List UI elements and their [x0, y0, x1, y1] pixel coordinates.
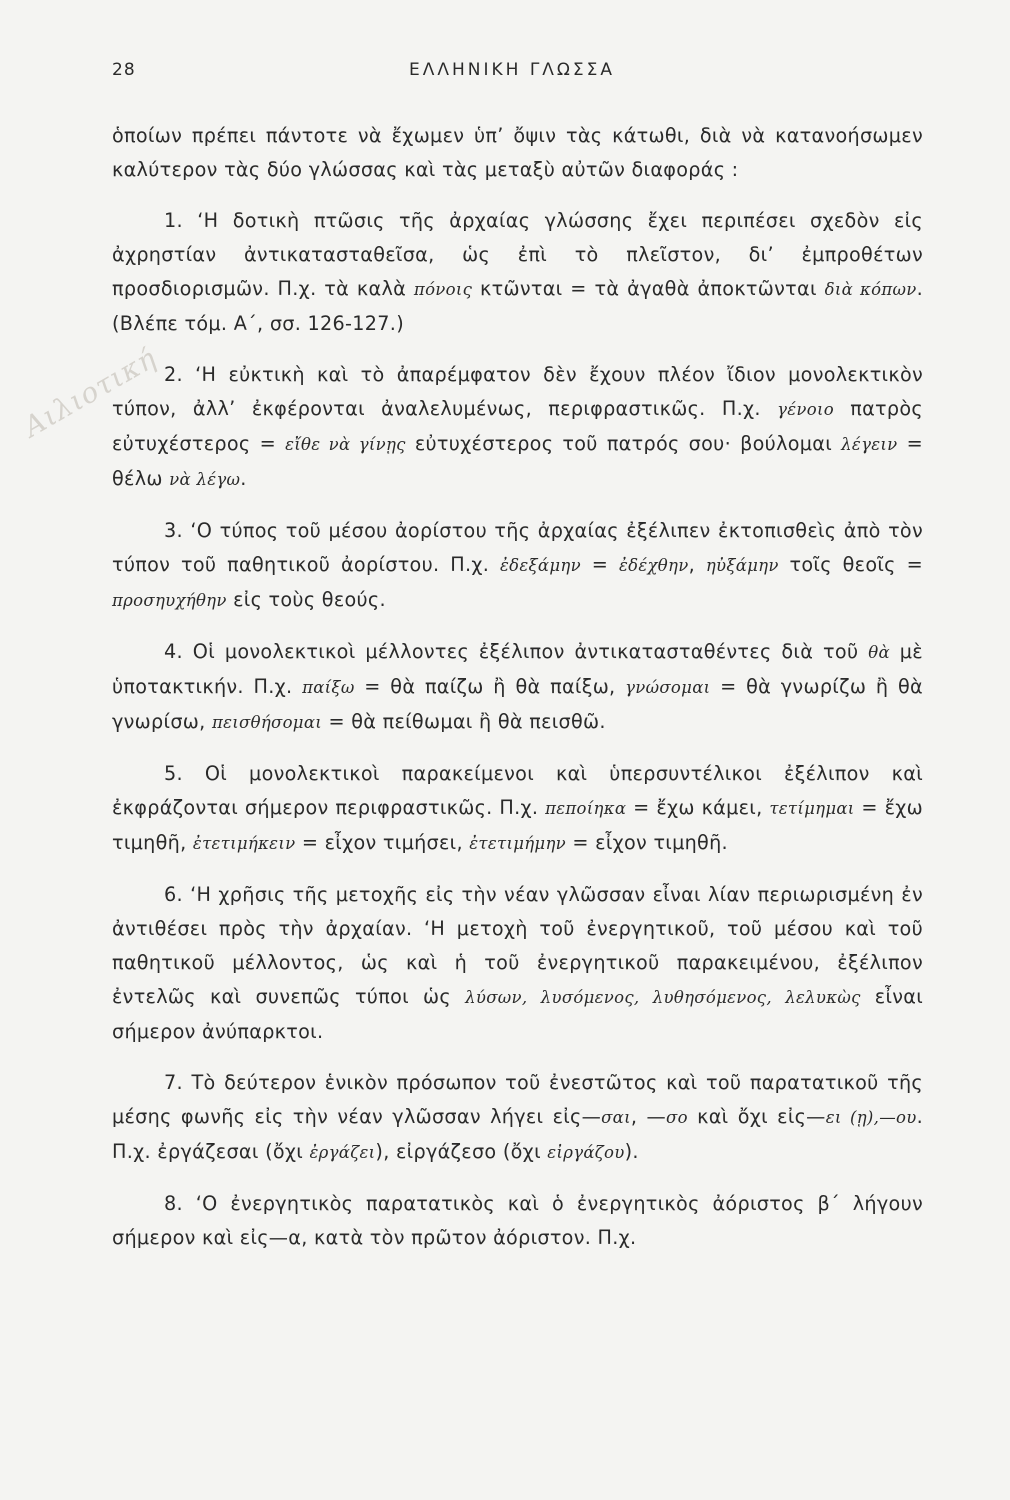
example-word: ει (ῃ),—ου [825, 1108, 917, 1127]
text-run: = εἶχον τιμηθῆ. [565, 831, 728, 854]
text-run: μὲ ὑποτακτικήν. Π.χ. [112, 640, 923, 698]
text-run: = ἔχω κάμει, [626, 796, 770, 819]
example-word: λέγειν [841, 435, 898, 454]
example-word: σαι [601, 1108, 631, 1127]
example-word: γνώσομαι [625, 678, 711, 697]
text-run: 4. Οἱ μονολεκτικοὶ μέλλοντες ἐξέλιπον ἀντικατασταθέντες διὰ τοῦ [164, 640, 869, 663]
text-run: = θὰ πείθωμαι ἢ θὰ πεισθῶ. [322, 710, 606, 733]
paragraph-3 [112, 514, 923, 618]
example-word: πεισθήσομαι [211, 713, 323, 732]
paragraph-8 [112, 1187, 923, 1255]
text-run: = [580, 553, 619, 576]
example-word: νὰ λέγω [169, 470, 241, 489]
faint-handwritten-mark: Αιλιοτική [18, 341, 163, 444]
paragraph-7 [112, 1066, 923, 1170]
example-word: διὰ κόπων [824, 280, 917, 299]
text-run: καὶ ὄχι εἰς— [687, 1105, 826, 1128]
paragraph-1 [112, 204, 923, 341]
text-run: 7. Τὸ δεύτερον ἑνικὸν πρόσωπον τοῦ ἐνεστῶτος καὶ τοῦ παρατατικοῦ τῆς μέσης φωνῆς εἰς τὴν νέαν γλῶσσαν λήγει εἰς— [112, 1071, 923, 1128]
running-title: ΕΛΛΗΝΙΚΗ ΓΛΩΣΣΑ [408, 60, 616, 80]
example-word: πεποίηκα [545, 799, 627, 818]
text-run: = θὰ παίζω ἢ θὰ παίξω, [354, 675, 626, 698]
text-run: κτῶνται = τὰ ἀγαθὰ ἀποκτῶνται [472, 277, 825, 300]
text-run: . (Βλέπε τόμ. Α΄, σσ. 126-127.) [112, 277, 924, 335]
example-word: λύσων, λυσόμενος, λυθησόμενος, λελυκὼς [465, 988, 861, 1007]
example-word: γένοιο [777, 400, 834, 419]
example-word: σο [666, 1108, 688, 1127]
text-run: . Π.χ. ἐργάζεσαι (ὄχι [112, 1105, 923, 1163]
text-run: 6. ‘Η χρῆσις τῆς μετοχῆς εἰς τὴν νέαν γλῶσσαν εἶναι λίαν περιωρισμένη ἐν ἀντιθέσει πρὸς τὴν ἀρχαίαν. ‘Η μετοχὴ τοῦ ἐνεργητικοῦ, τοῦ μέσου καὶ τοῦ παθητικοῦ μέλλοντος, ὡς καὶ ἡ τοῦ ἐνεργητικοῦ παρακειμένου, ἐξέλιπον ἐντελῶς καὶ συνεπῶς τύποι ὡς [112, 883, 923, 1008]
paragraph-6 [112, 878, 923, 1049]
example-word: ἐδέχθην [618, 556, 689, 575]
text-run: 8. ‘Ο ἐνεργητικὸς παρατατικὸς καὶ ὁ ἐνεργητικὸς ἀόριστος β΄ λήγουν σήμερον καὶ εἰς—α, κατὰ τὸν πρῶτον ἀόριστον. Π.χ. [112, 1192, 923, 1249]
example-word: εἴθε νὰ γίνῃς [285, 435, 406, 454]
text-run: πατρὸς εὐτυχέστερος = [112, 397, 923, 455]
page-header [112, 60, 912, 90]
text-run: 1. ‘Η δοτικὴ πτῶσις τῆς ἀρχαίας γλώσσης ἔχει περιπέσει σχεδὸν εἰς ἀχρηστίαν ἀντικατασταθεῖσα, ὡς ἐπὶ τὸ πλεῖστον, δι’ ἐμπροθέτων προσδιορισμῶν. Π.χ. τὰ καλὰ [112, 209, 923, 300]
text-run: . [240, 467, 247, 490]
text-run: τοῖς θεοῖς = [778, 553, 923, 576]
text-run: , — [630, 1105, 667, 1128]
paragraph-2 [112, 358, 923, 497]
text-run: εἰς τοὺς θεούς. [226, 588, 386, 611]
text-run: = θὰ γνωρίζω ἢ θὰ γνωρίσω, [112, 675, 923, 733]
example-word: ἐδεξάμην [499, 556, 581, 575]
text-run: 5. Οἱ μονολεκτικοὶ παρακείμενοι καὶ ὑπερσυντέλικοι ἐξέλιπον καὶ ἐκφράζονται σήμερον περιφραστικῶς. Π.χ. [112, 762, 923, 819]
text-run: = ἔχω τιμηθῆ, [112, 796, 924, 854]
example-word: ἐργάζει [309, 1143, 376, 1162]
example-word: παίξω [302, 678, 355, 697]
text-run: ), εἰργάζεσο (ὄχι [375, 1140, 548, 1163]
example-word: προσηυχήθην [112, 591, 227, 610]
intro-paragraph: ὁποίων πρέπει πάντοτε νὰ ἔχωμεν ὑπ’ ὄψιν τὰς κάτωθι, διὰ νὰ κατανοήσωμεν καλύτερον τὰς δύο γλώσσας καὶ τὰς μεταξὺ αὐτῶν διαφοράς : [112, 124, 923, 181]
body-text [112, 119, 923, 1272]
example-word: ηὐξάμην [705, 556, 779, 575]
paragraph-4 [112, 635, 923, 740]
example-word: θὰ [868, 643, 890, 662]
paragraph-5 [112, 757, 923, 861]
text-run: 3. ‘Ο τύπος τοῦ μέσου ἀορίστου τῆς ἀρχαίας ἐξέλιπεν ἐκτοπισθεὶς ἀπὸ τὸν τύπον τοῦ παθητικοῦ ἀορίστου. Π.χ. [112, 519, 923, 576]
example-word: τετίμημαι [769, 799, 855, 818]
text-run: = θέλω [112, 432, 923, 490]
example-word: ἐτετιμήκειν [192, 834, 296, 853]
text-run: εἶναι σήμερον ἀνύπαρκτοι. [112, 985, 924, 1043]
text-run: ). [624, 1140, 639, 1163]
text-run: εὐτυχέστερος τοῦ πατρός σου· βούλομαι [405, 432, 842, 455]
text-run: 2. ‘Η εὐκτικὴ καὶ τὸ ἀπαρέμφατον δὲν ἔχουν πλέον ἴδιον μονολεκτικὸν τύπον, ἀλλ’ ἐκφέρονται ἀναλελυμένως, περιφραστικῶς. Π.χ. [112, 363, 923, 420]
text-run: , [688, 553, 706, 576]
text-run: = εἶχον τιμήσει, [295, 831, 470, 854]
example-word: εἰργάζου [547, 1143, 625, 1162]
example-word: ἐτετιμήμην [469, 834, 566, 853]
example-word: πόνοις [413, 280, 473, 299]
page-number: 28 [112, 60, 136, 80]
